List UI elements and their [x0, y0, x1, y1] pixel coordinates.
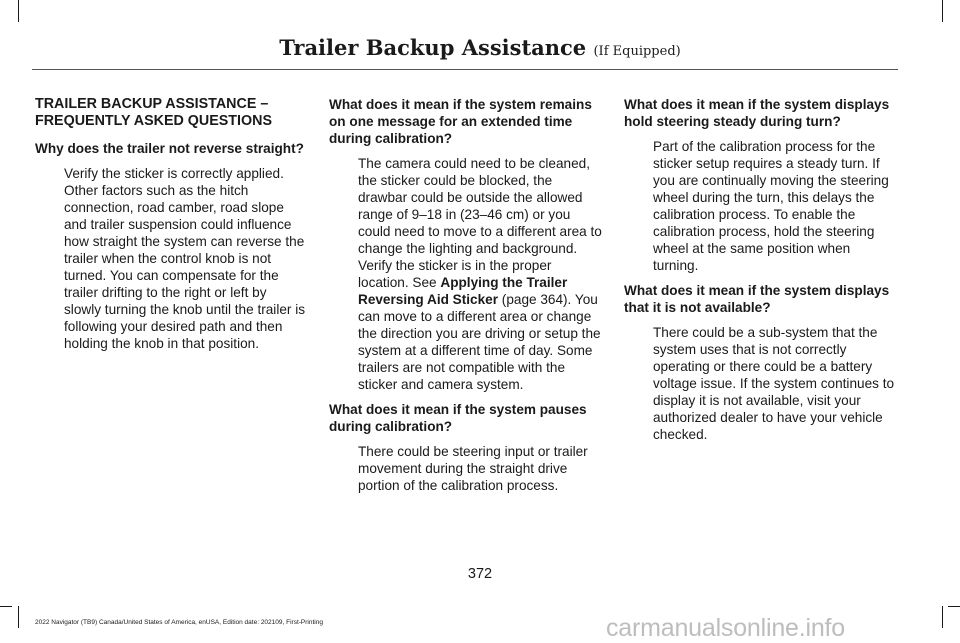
crop-mark-bottom-right [942, 606, 943, 628]
crop-mark-top-left [18, 0, 19, 22]
page-number: 372 [467, 566, 493, 582]
page-title-subtitle: (If Equipped) [593, 44, 681, 59]
section-heading-line-2: FREQUENTLY ASKED QUESTIONS [35, 113, 272, 129]
crop-mark-bottom-right-h [948, 606, 960, 607]
column-1 [35, 96, 307, 360]
crop-mark-top-right [942, 0, 943, 22]
header-rule [32, 69, 898, 70]
crop-mark-bottom-left-h [0, 606, 12, 607]
answer-text-continued: You can move to a different area or change the direction you are driving or setup the system at a different time of day. Some trailers are not compatible with the sticker and camera system. [358, 292, 601, 392]
question-pauses-calibration: What does it mean if the system pauses during calibration? [329, 402, 587, 434]
page-title-main: Trailer Backup Assistance [279, 35, 587, 60]
answer-reverse-straight: Verify the sticker is correctly applied. Other factors such as the hitch connection, road camber, road slope and trailer suspension could influence how straight the system can reverse the trailer when the control knob is not turned. You can compensate for the trailer drifting to the right or left by slowly turning the knob until the trailer is following your desired path and then holding the knob in that position. [64, 166, 306, 351]
footer-edition-info: 2022 Navigator (TB9) Canada/United States of America, enUSA, Edition date: 202109, First-Printing [35, 619, 323, 626]
crop-mark-bottom-left [18, 606, 19, 628]
answer-text: The camera could need to be cleaned, the sticker could be blocked, the drawbar could be outside the allowed range of 9–18 in (23–46 cm) or you could need to move to a different area to change the lighting and background. Verify the sticker is in the proper location. See [358, 156, 602, 290]
answer-pauses-calibration: There could be steering input or trailer movement during the straight drive portion of the calibration process. [358, 444, 588, 493]
column-2 [329, 96, 603, 502]
page-title [0, 35, 960, 60]
watermark-logo: carmanualsonline.info [606, 614, 846, 642]
cross-reference-link[interactable]: Applying the Trailer Reversing Aid Sticker [358, 275, 568, 307]
answer-hold-steering: Part of the calibration process for the sticker setup requires a steady turn. If you are continually moving the steering wheel during the turn, this delays the calibration process. To enable the calibration process, hold the steering wheel at the same position when turning. [653, 139, 889, 273]
question-hold-steering: What does it mean if the system displays hold steering steady during turn? [624, 97, 890, 129]
question-extended-message: What does it mean if the system remains on one message for an extended time during calibration? [329, 97, 592, 146]
section-heading [35, 96, 307, 130]
question-not-available: What does it mean if the system displays that it is not available? [624, 283, 890, 315]
answer-not-available: There could be a sub-system that the system uses that is not correctly operating or there could be a battery voltage issue. If the system continues to display it is not available, visit your authorized dealer to have your vehicle checked. [653, 325, 895, 442]
section-heading-line-1: TRAILER BACKUP ASSISTANCE – [35, 96, 269, 112]
column-3 [624, 96, 898, 451]
answer-extended-message [329, 155, 603, 393]
question-reverse-straight: Why does the trailer not reverse straight? [35, 141, 304, 156]
page-reference: (page 364). [498, 292, 572, 307]
